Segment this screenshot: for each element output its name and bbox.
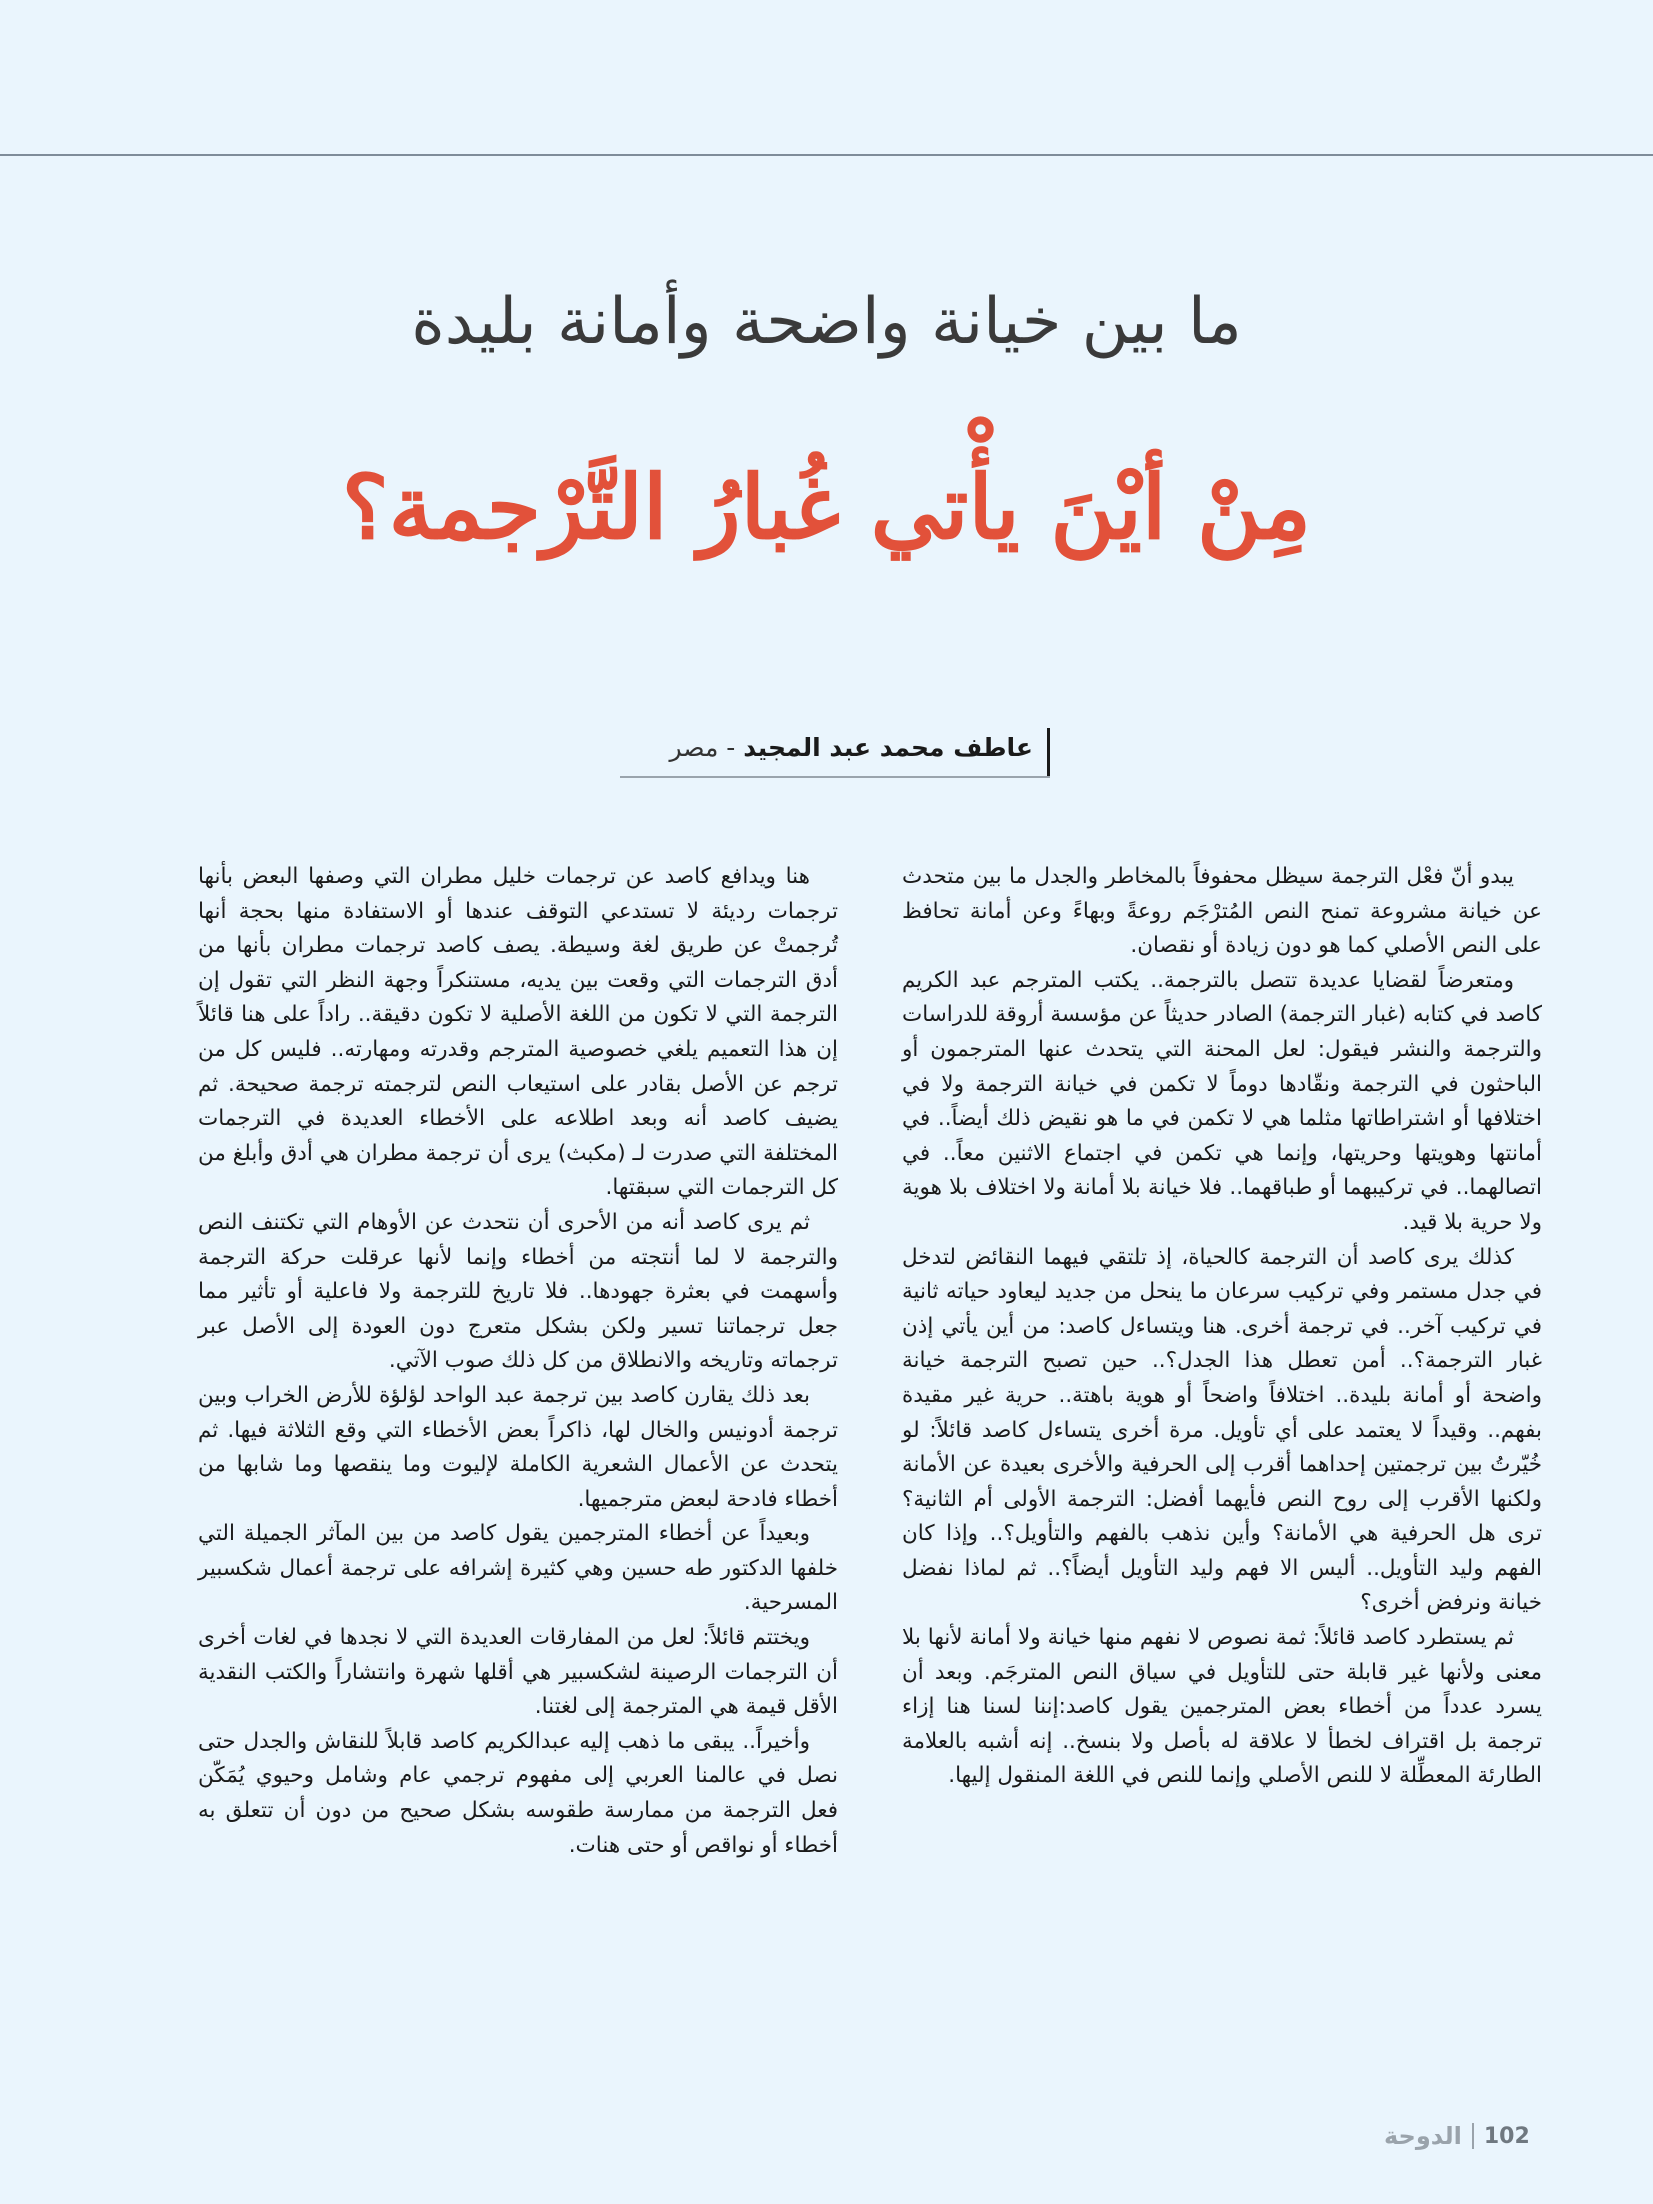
article-column-right xyxy=(902,860,1542,1794)
paragraph: ويختتم قائلاً: لعل من المفارقات العديدة التي لا نجدها في لغات أخرى أن الترجمات الرصينة لشكسبير هي أقلها شهرة وانتشاراً والكتب النقدية الأقل قيمة هي المترجمة إلى لغتنا. xyxy=(198,1625,838,1720)
paragraph: بعد ذلك يقارن كاصد بين ترجمة عبد الواحد لؤلؤة للأرض الخراب وبين ترجمة أدونيس والخال لها، ذاكراً بعض الأخطاء التي وقع الثلاثة فيها. ثم يتحدث عن الأعمال الشعرية الكاملة لإليوت وما ينقصها وما شابها من أخطاء فادحة لبعض مترجميها. xyxy=(198,1382,838,1512)
byline xyxy=(620,728,1050,778)
magazine-name: الدوحة xyxy=(1384,2122,1462,2150)
page-footer xyxy=(1384,2118,1530,2154)
paragraph: كذلك يرى كاصد أن الترجمة كالحياة، إذ تلتقي فيهما النقائض لتدخل في جدل مستمر وفي تركيب سرعان ما ينحل من جديد ليعاود حياته ثانية في تركيب آخر.. في ترجمة أخرى. هنا ويتساءل كاصد: من أين يأتي إذن غبار الترجمة؟.. أمن تعطل هذا الجدل؟.. حين تصبح الترجمة خيانة واضحة أو أمانة بليدة.. اختلافاً واضحاً أو هوية باهتة.. حرية غير مقيدة بفهم.. وقيداً لا يعتمد على أي تأويل. مرة أخرى يتساءل كاصد قائلاً: لو خُيّرتُ بين ترجمتين إحداهما أقرب إلى الحرفية والأخرى بعيدة عن الأمانة ولكنها الأقرب إلى روح النص فأيهما أفضل: الترجمة الأولى أم الثانية؟ ترى هل الحرفية هي الأمانة؟ وأين نذهب بالفهم والتأويل؟.. وإذا كان الفهم وليد التأويل.. أليس الا فهم وليد التأويل أيضاً؟.. ثم لماذا نفضل خيانة ونرفض أخرى؟ xyxy=(902,1244,1542,1616)
paragraph: وأخيراً.. يبقى ما ذهب إليه عبدالكريم كاصد قابلاً للنقاش والجدل حتى نصل في عالمنا العربي إلى مفهوم ترجمي عام وشامل وحيوي يُمَكّن فعل الترجمة من ممارسة طقوسه بشكل صحيح من دون أن تتعلق به أخطاء أو نواقص أو حتى هنات. xyxy=(198,1728,838,1858)
byline-country: - مصر xyxy=(669,733,736,762)
article-kicker: ما بين خيانة واضحة وأمانة بليدة xyxy=(411,285,1242,359)
footer-separator xyxy=(1472,2123,1474,2149)
byline-underline xyxy=(620,776,1050,778)
article-headline: مِنْ أيْنَ يأْتي غُبارُ التَّرْجمة؟ xyxy=(341,455,1312,559)
page-number: 102 xyxy=(1483,2123,1530,2149)
paragraph: ثم يرى كاصد أنه من الأحرى أن نتحدث عن الأوهام التي تكتنف النص والترجمة لا لما أنتجته من أخطاء وإنما لأنها عرقلت حركة الترجمة وأسهمت في بعثرة جهودها.. فلا تاريخ للترجمة ولا فاعلية أو تأثير مما جعل ترجماتنا تسير ولكن بشكل متعرج دون العودة إلى الأصل عبر ترجماته وتاريخه والانطلاق من كل ذلك صوب الآتي. xyxy=(198,1209,838,1374)
top-divider xyxy=(0,154,1653,156)
paragraph: هنا ويدافع كاصد عن ترجمات خليل مطران التي وصفها البعض بأنها ترجمات رديئة لا تستدعي التوقف عندها أو الاستفادة منها بحجة أنها تُرجمتْ عن طريق لغة وسيطة. يصف كاصد ترجمات مطران بأنها من أدق الترجمات التي وقعت بين يديه، مستنكراً وجهة النظر التي تقول إن الترجمة التي لا تكون من اللغة الأصلية لا تكون دقيقة.. راداً على هنا قائلاً إن هذا التعميم يلغي خصوصية المترجم وقدرته ومهارته.. فليس كل من ترجم عن الأصل بقادر على استيعاب النص لترجمته ترجمة صحيحة. ثم يضيف كاصد أنه وبعد اطلاعه على الأخطاء العديدة في الترجمات المختلفة التي صدرت لـ (مكبث) يرى أن ترجمة مطران هي أدق وأبلغ من كل الترجمات التي سبقتها. xyxy=(198,864,838,1201)
paragraph: ومتعرضاً لقضايا عديدة تتصل بالترجمة.. يكتب المترجم عبد الكريم كاصد في كتابه (غبار الترجمة) الصادر حديثاً عن مؤسسة أروقة للدراسات والترجمة والنشر فيقول: لعل المحنة التي يتحدث عنها المترجمون أو الباحثون في الترجمة ونقّادها دوماً لا تكمن في خيانة الترجمة ولا في اختلافها أو اشتراطاتها مثلما هي لا تكمن في ما هو نقيض ذلك أيضاً.. في أمانتها وهويتها وحريتها، وإنما هي تكمن في اجتماع الاثنين معاً.. في اتصالهما.. في تركيبهما أو طباقهما.. فلا خيانة بلا أمانة ولا اختلاف بلا هوية ولا حرية بلا قيد. xyxy=(902,967,1542,1235)
paragraph: ثم يستطرد كاصد قائلاً: ثمة نصوص لا نفهم منها خيانة ولا أمانة لأنها بلا معنى ولأنها غير قابلة حتى للتأويل في سياق النص المترجَم. وبعد أن يسرد عدداً من أخطاء بعض المترجمين يقول كاصد:إننا لسنا هنا إزاء ترجمة بل اقتراف لخطأ لا علاقة له بأصل ولا بنسخ.. إنه أشبه بالعلامة الطارئة المعطِّلة لا للنص الأصلي وإنما للنص في اللغة المنقول إليها. xyxy=(902,1625,1542,1789)
byline-author: عاطف محمد عبد المجيد xyxy=(743,733,1033,762)
paragraph: وبعيداً عن أخطاء المترجمين يقول كاصد من بين المآثر الجميلة التي خلفها الدكتور طه حسين وهي كثيرة إشرافه على ترجمة أعمال شكسبير المسرحية. xyxy=(198,1521,838,1616)
paragraph: يبدو أنّ فعْل الترجمة سيظل محفوفاً بالمخاطر والجدل ما بين متحدث عن خيانة مشروعة تمنح النص المُترْجَم روعةً وبهاءً وعن أمانة تحافظ على النص الأصلي كما هو دون زيادة أو نقصان. xyxy=(902,864,1542,959)
article-column-left xyxy=(198,860,838,1863)
